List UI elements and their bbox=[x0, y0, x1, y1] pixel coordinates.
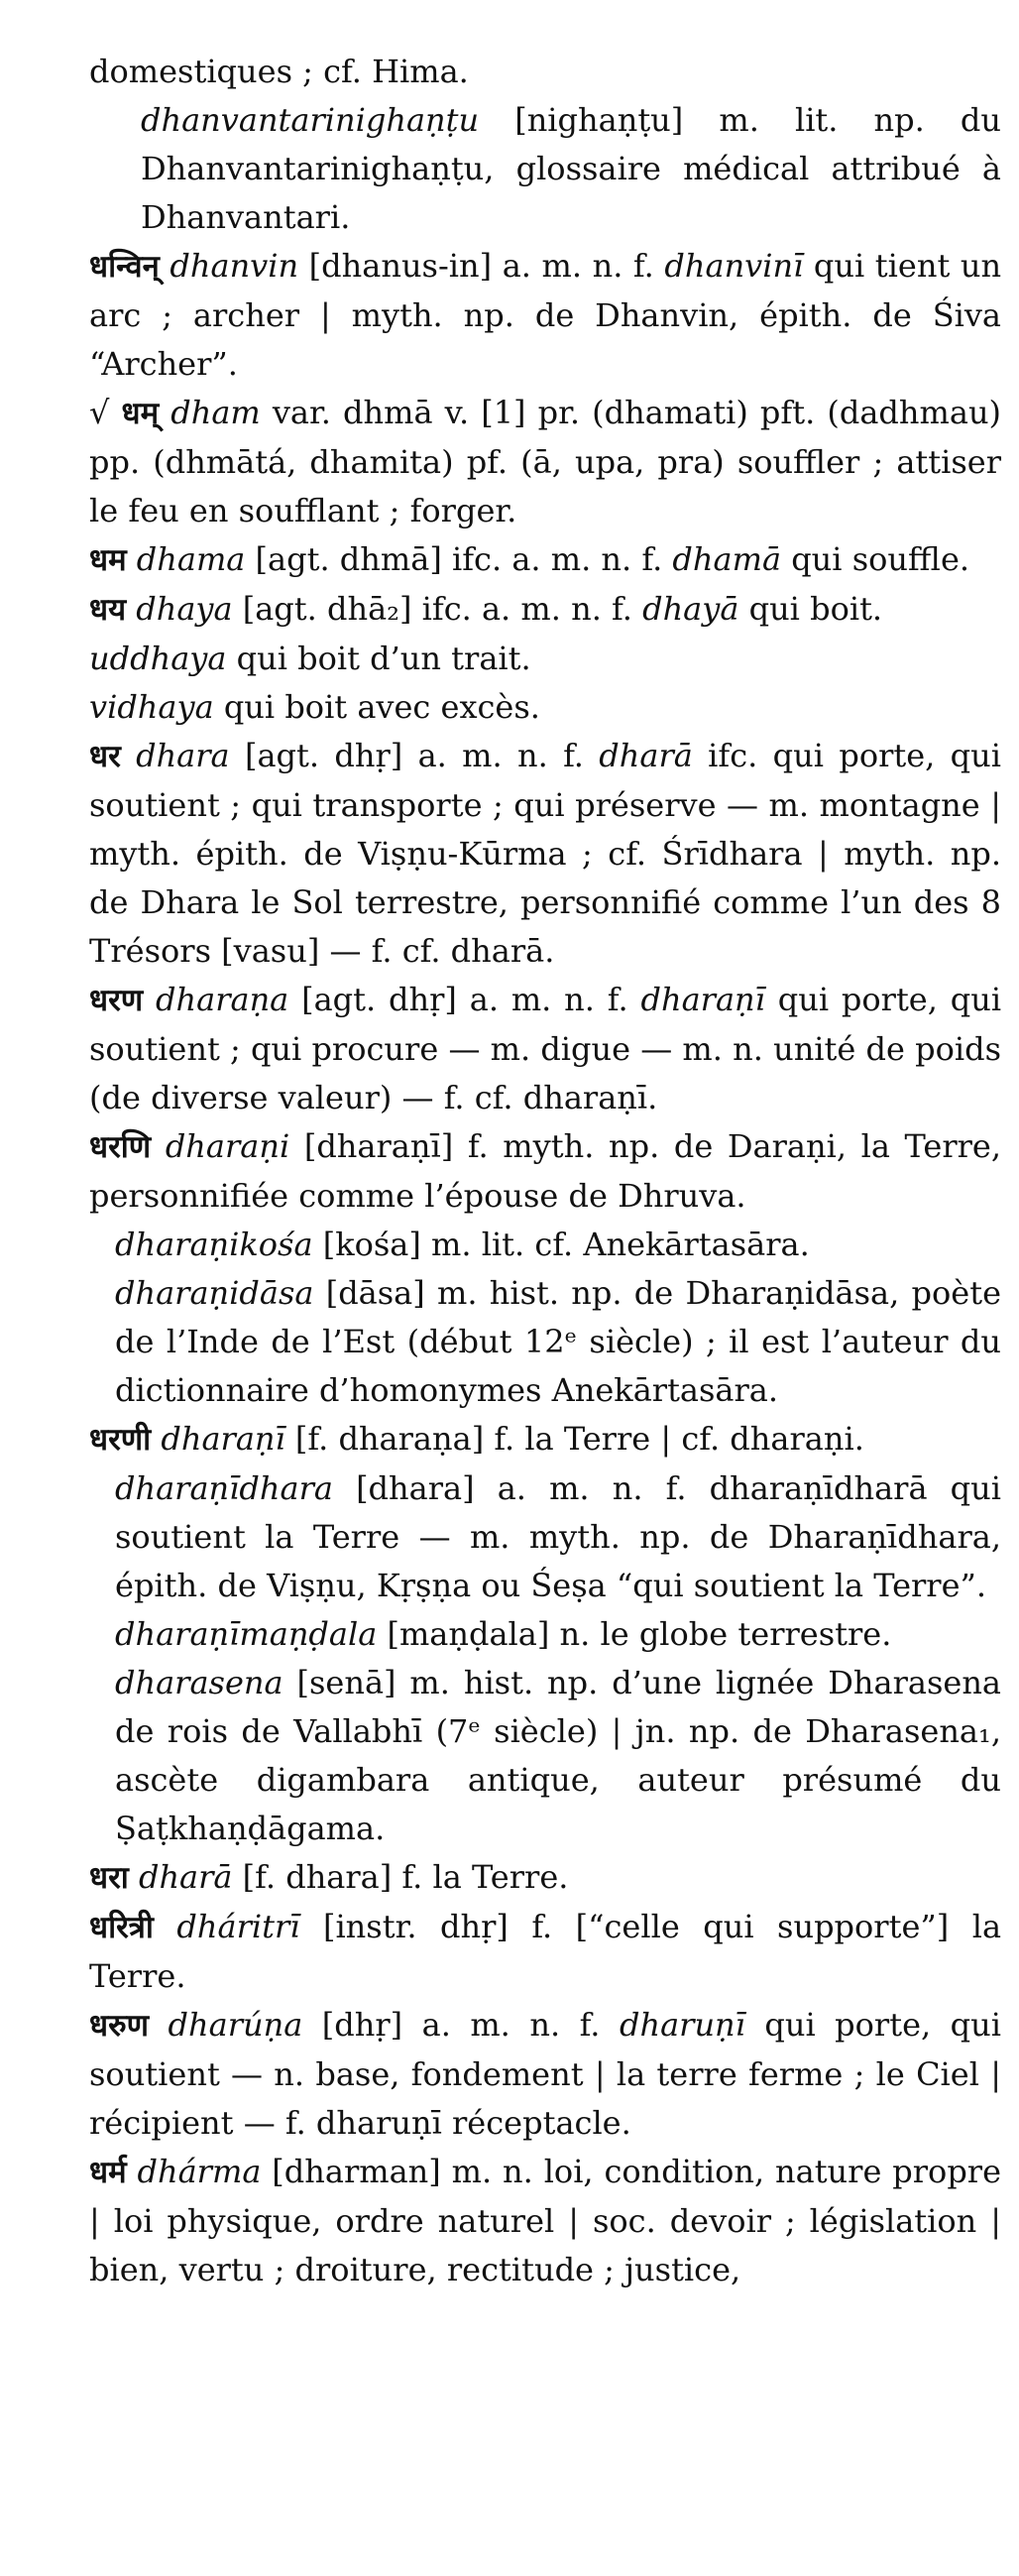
entry-uddhaya bbox=[89, 635, 1001, 683]
entry-headword: dham bbox=[170, 394, 261, 431]
entry-dharitri bbox=[89, 1903, 1001, 2001]
entry-definition: n. le globe terrestre. bbox=[559, 1615, 892, 1653]
entry-headword: dharaṇikośa bbox=[115, 1226, 313, 1263]
entry-headword: dhama bbox=[136, 540, 246, 578]
entry-definition: f. la Terre. bbox=[401, 1858, 569, 1896]
entry-etymology: [f. dharaṇa] bbox=[294, 1420, 485, 1458]
entry-dharani bbox=[89, 1122, 1001, 1221]
entry-definition: m. n. loi, condition, nature propre | loi physique, ordre naturel | soc. devoir ; législation | bien, vertu ; droiture, rectitude ; justice, bbox=[89, 2153, 1002, 2288]
root-sign: √ bbox=[89, 394, 110, 431]
entry-definition: f. la Terre | cf. dharaṇi. bbox=[494, 1420, 864, 1458]
entry-devanagari: धरा bbox=[89, 1860, 129, 1896]
entry-definition: var. dhmā v. [1] pr. (dhamati) pft. (dadhmau) pp. (dhmātá, dhamita) pf. (ā, upa, pra) souffler ; attiser le feu en soufflant ; forger. bbox=[89, 394, 1002, 529]
entry-etymology: [kośa] bbox=[322, 1226, 421, 1263]
entry-devanagari: धम् bbox=[121, 396, 160, 431]
entry-etymology: [dhara] bbox=[356, 1469, 475, 1507]
entry-headword: vidhaya bbox=[89, 688, 214, 726]
entry-definition: qui boit avec excès. bbox=[223, 688, 540, 726]
entry-definition: f. myth. np. de Daraṇi, la Terre, personnifiée comme l’épouse de Dhruva. bbox=[89, 1127, 1002, 1215]
entry-feminine-form: dharā bbox=[599, 737, 693, 774]
entry-definition: qui souffle. bbox=[791, 540, 970, 578]
entry-definition: m. lit. np. du Dhanvantarinighaṇṭu, glossaire médical attribué à Dhanvantari. bbox=[141, 101, 1002, 236]
entry-devanagari: धरणी bbox=[89, 1422, 152, 1458]
entry-feminine-form: dharuṇī bbox=[619, 2006, 745, 2044]
entry-dharana bbox=[89, 976, 1001, 1122]
entry-dhama bbox=[89, 535, 1001, 585]
entry-definition: m. hist. np. de Dharaṇidāsa, poète de l’Inde de l’Est (début 12ᵉ siècle) ; il est l’auteur du dictionnaire d’homonymes Anekārtasāra. bbox=[115, 1274, 1002, 1409]
entry-dharuna bbox=[89, 2001, 1001, 2148]
entry-definition: qui porte, qui soutient — n. base, fondement | la terre ferme ; le Ciel | récipient — f. dharuṇī réceptacle. bbox=[89, 2006, 1002, 2142]
entry-etymology: [maṇḍala] bbox=[387, 1615, 550, 1653]
entry-definition: m. hist. np. d’une lignée Dharasena de rois de Vallabhī (7ᵉ siècle) | jn. np. de Dharasena₁, ascète digambara antique, auteur présumé du Ṣaṭkhaṇḍāgama. bbox=[115, 1664, 1002, 1847]
entry-etymology: [instr. dhṛ] bbox=[322, 1908, 509, 1945]
entry-grammar: ifc. a. m. n. f. bbox=[451, 540, 663, 578]
entry-dham bbox=[89, 389, 1001, 535]
entry-text: domestiques ; cf. Hima. bbox=[89, 53, 469, 90]
entry-devanagari: धरण bbox=[89, 983, 144, 1018]
entry-headword: dhanvantarinighaṇṭu bbox=[141, 101, 480, 139]
entry-devanagari: धरित्री bbox=[89, 1910, 154, 1945]
entry-devanagari: धय bbox=[89, 592, 127, 628]
entry-headword: dharúṇa bbox=[168, 2006, 303, 2044]
entry-headword: dharaṇī bbox=[161, 1420, 285, 1458]
entry-definition: qui boit d’un trait. bbox=[236, 640, 531, 677]
entry-dharanidasa bbox=[89, 1269, 1001, 1415]
entry-definition: qui boit. bbox=[748, 590, 883, 628]
entry-etymology: [agt. dhmā] bbox=[255, 540, 442, 578]
entry-headword: dhaya bbox=[136, 590, 233, 628]
entry-headword: dháritrī bbox=[176, 1908, 300, 1945]
entry-definition: f. [“celle qui supporte”] la Terre. bbox=[89, 1908, 1002, 1995]
entry-etymology: [f. dhara] bbox=[242, 1858, 393, 1896]
entry-dharanimandala bbox=[89, 1610, 1001, 1659]
entry-etymology: [dhanus-in] bbox=[308, 247, 493, 285]
entry-headword: uddhaya bbox=[89, 640, 227, 677]
entry-continuation bbox=[89, 48, 1001, 96]
entry-devanagari: धन्विन् bbox=[89, 249, 160, 285]
entry-grammar: ifc. a. m. n. f. bbox=[421, 590, 632, 628]
entry-feminine-form: dhamā bbox=[672, 540, 782, 578]
entry-dharani-long bbox=[89, 1415, 1001, 1464]
entry-definition: m. lit. cf. Anekārtasāra. bbox=[431, 1226, 810, 1263]
dictionary-page bbox=[89, 48, 1001, 2294]
entry-etymology: [agt. dhṛ] bbox=[244, 737, 403, 774]
entry-feminine-form: dharaṇī bbox=[640, 981, 765, 1018]
entry-grammar: a. m. n. f. bbox=[469, 981, 628, 1018]
entry-headword: dharaṇīdhara bbox=[115, 1469, 333, 1507]
entry-dharanikosa bbox=[89, 1221, 1001, 1269]
entry-dhanvin bbox=[89, 242, 1001, 389]
entry-headword: dhárma bbox=[137, 2153, 262, 2190]
entry-etymology: [agt. dhṛ] bbox=[301, 981, 457, 1018]
entry-feminine-form: dhanvinī bbox=[664, 247, 804, 285]
entry-feminine-form: dhayā bbox=[642, 590, 739, 628]
entry-etymology: [dāsa] bbox=[325, 1274, 425, 1312]
entry-headword: dharā bbox=[138, 1858, 233, 1896]
entry-dhaya bbox=[89, 585, 1001, 635]
entry-headword: dharaṇīmaṇḍala bbox=[115, 1615, 378, 1653]
entry-headword: dharasena bbox=[115, 1664, 283, 1701]
entry-devanagari: धरणि bbox=[89, 1129, 152, 1165]
entry-etymology: [agt. dhā₂] bbox=[242, 590, 412, 628]
entry-devanagari: धम bbox=[89, 542, 127, 578]
entry-definition: ifc. qui porte, qui soutient ; qui transporte ; qui préserve — m. montagne | myth. épith. de Viṣṇu-Kūrma ; cf. Śrīdhara | myth. np. de Dhara le Sol terrestre, personnifié comme l’un des 8 Trésors [vasu] — f. cf. dharā. bbox=[89, 737, 1001, 970]
entry-definition: qui porte, qui soutient ; qui procure — m. digue — m. n. unité de poids (de diverse valeur) — f. cf. dharaṇī. bbox=[89, 981, 1002, 1116]
entry-etymology: [nighaṇṭu] bbox=[514, 101, 684, 139]
entry-grammar: a. m. n. f. bbox=[502, 247, 654, 285]
entry-headword: dhanvin bbox=[170, 247, 299, 285]
entry-definition: a. m. n. f. dharaṇīdharā qui soutient la Terre — m. myth. np. de Dharaṇīdhara, épith. de Viṣṇu, Kṛṣṇa ou Śeṣa “qui soutient la Terre”. bbox=[115, 1469, 1002, 1604]
entry-etymology: [dhṛ] bbox=[321, 2006, 403, 2044]
entry-dharma bbox=[89, 2148, 1001, 2294]
entry-definition: qui tient un arc ; archer | myth. np. de Dhanvin, épith. de Śiva “Archer”. bbox=[89, 247, 1002, 383]
entry-etymology: [dharaṇī] bbox=[303, 1127, 454, 1165]
entry-devanagari: धर्म bbox=[89, 2155, 127, 2190]
entry-grammar: a. m. n. f. bbox=[421, 2006, 601, 2044]
entry-dhara-long bbox=[89, 1853, 1001, 1903]
entry-dharasena bbox=[89, 1659, 1001, 1853]
entry-devanagari: धर bbox=[89, 739, 121, 774]
entry-dhanvantarinighantu bbox=[89, 96, 1001, 242]
entry-dhara bbox=[89, 732, 1001, 976]
entry-headword: dhara bbox=[136, 737, 230, 774]
entry-headword: dharaṇidāsa bbox=[115, 1274, 314, 1312]
entry-dharanidhara bbox=[89, 1464, 1001, 1610]
entry-headword: dharaṇa bbox=[156, 981, 289, 1018]
entry-etymology: [senā] bbox=[296, 1664, 396, 1701]
entry-grammar: a. m. n. f. bbox=[417, 737, 584, 774]
entry-devanagari: धरुण bbox=[89, 2008, 150, 2044]
entry-headword: dharaṇi bbox=[165, 1127, 290, 1165]
entry-etymology: [dharman] bbox=[272, 2153, 441, 2190]
entry-vidhaya bbox=[89, 683, 1001, 732]
